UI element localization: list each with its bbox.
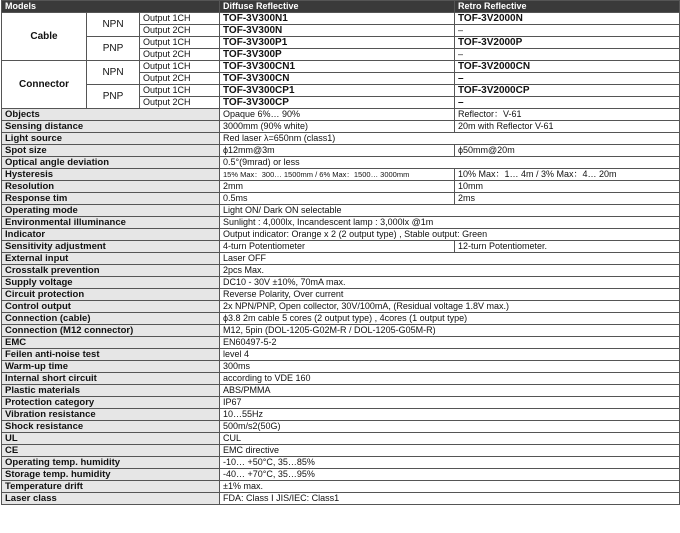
table-row [2, 253, 680, 265]
spec-value: -10… +50°C, 35…85% [220, 457, 680, 469]
spec-value: FDA: Class Ⅰ JIS/IEC: Class1 [220, 493, 680, 505]
model-diffuse: TOF-3V300CN1 [220, 61, 455, 73]
model-retro: TOF-3V2000N [455, 13, 680, 25]
spec-label: Connection (M12 connector) [2, 325, 220, 337]
spec-value: Sunlight : 4,000lx, Incandescent lamp : 3,000lx @1m [220, 217, 680, 229]
spec-value: EMC directive [220, 445, 680, 457]
model-diffuse: TOF-3V300P [220, 49, 455, 61]
type-pnp: PNP [87, 37, 140, 61]
spec-value: M12, 5pin (DOL-1205-G02M-R / DOL-1205-G05M-R) [220, 325, 680, 337]
model-diffuse: TOF-3V300N [220, 25, 455, 37]
spec-retro: 10% Max：1… 4m / 3% Max：4… 20m [455, 169, 680, 181]
table-row [2, 409, 680, 421]
table-row [2, 157, 680, 169]
spec-label: Sensing distance [2, 121, 220, 133]
table-header-row [2, 1, 680, 13]
spec-label: Resolution [2, 181, 220, 193]
table-row [2, 181, 680, 193]
spec-value: Output indicator: Orange x 2 (2 output type) , Stable output: Green [220, 229, 680, 241]
header-retro: Retro Reflective [455, 1, 680, 13]
output-label: Output 2CH [140, 97, 220, 109]
table-row [2, 193, 680, 205]
spec-rows-full [2, 253, 680, 505]
spec-value: EN60497-5-2 [220, 337, 680, 349]
table-row [2, 361, 680, 373]
output-label: Output 1CH [140, 37, 220, 49]
model-diffuse: TOF-3V300CP [220, 97, 455, 109]
spec-diffuse: 2mm [220, 181, 455, 193]
spec-value: ϕ3.8 2m cable 5 cores (2 output type) , 4cores (1 output type) [220, 313, 680, 325]
output-label: Output 1CH [140, 85, 220, 97]
table-row [2, 337, 680, 349]
model-diffuse: TOF-3V300CP1 [220, 85, 455, 97]
spec-label: Warm-up time [2, 361, 220, 373]
spec-value: DC10 - 30V ±10%, 70mA max. [220, 277, 680, 289]
output-label: Output 2CH [140, 49, 220, 61]
spec-value: -40… +70°C, 35…95% [220, 469, 680, 481]
table-row [2, 121, 680, 133]
spec-value: ABS/PMMA [220, 385, 680, 397]
spec-value: Light ON/ Dark ON selectable [220, 205, 680, 217]
spec-label: Crosstalk prevention [2, 265, 220, 277]
spec-value: 10…55Hz [220, 409, 680, 421]
spec-value: 500m/s2(50G) [220, 421, 680, 433]
table-row [2, 289, 680, 301]
spec-diffuse: ϕ12mm@3m [220, 145, 455, 157]
spec-label: Internal short circuit [2, 373, 220, 385]
table-row [2, 325, 680, 337]
type-pnp: PNP [87, 85, 140, 109]
spec-value: 0.5°(9mrad) or less [220, 157, 680, 169]
spec-value: 2x NPN/PNP, Open collector, 30V/100mA, (Residual voltage 1.8V max.) [220, 301, 680, 313]
spec-label: EMC [2, 337, 220, 349]
spec-value: according to VDE 160 [220, 373, 680, 385]
model-retro: – [455, 73, 680, 85]
table-row [2, 265, 680, 277]
output-label: Output 1CH [140, 61, 220, 73]
model-retro: TOF-3V2000P [455, 37, 680, 49]
spec-label: Supply voltage [2, 277, 220, 289]
output-label: Output 2CH [140, 25, 220, 37]
spec-label: Environmental illuminance [2, 217, 220, 229]
table-row [2, 133, 680, 145]
table-row [2, 313, 680, 325]
table-row [2, 445, 680, 457]
spec-diffuse: 15% Max：300… 1500mm / 6% Max：1500… 3000mm [220, 169, 455, 181]
spec-retro: 20m with Reflector V-61 [455, 121, 680, 133]
model-retro: – [455, 97, 680, 109]
table-row [2, 385, 680, 397]
spec-label: Laser class [2, 493, 220, 505]
spec-label: Temperature drift [2, 481, 220, 493]
spec-diffuse: 0.5ms [220, 193, 455, 205]
table-row [2, 61, 680, 73]
table-row [2, 145, 680, 157]
spec-label: External input [2, 253, 220, 265]
spec-label: Optical angle deviation [2, 157, 220, 169]
spec-diffuse: 3000mm (90% white) [220, 121, 455, 133]
spec-label: Storage temp. humidity [2, 469, 220, 481]
spec-retro: ϕ50mm@20m [455, 145, 680, 157]
spec-value: Reverse Polarity, Over current [220, 289, 680, 301]
spec-value: Red laser λ=650nm (class1) [220, 133, 680, 145]
spec-label: Light source [2, 133, 220, 145]
table-row [2, 241, 680, 253]
model-retro: TOF-3V2000CN [455, 61, 680, 73]
spec-retro: 10mm [455, 181, 680, 193]
spec-label: Connection (cable) [2, 313, 220, 325]
table-row [2, 109, 680, 121]
spec-label: CE [2, 445, 220, 457]
model-retro: – [455, 25, 680, 37]
table-row [2, 433, 680, 445]
table-row [2, 169, 680, 181]
spec-label: Vibration resistance [2, 409, 220, 421]
table-row [2, 13, 680, 25]
table-row [2, 373, 680, 385]
group-connector: Connector [2, 61, 87, 109]
model-retro: – [455, 49, 680, 61]
model-diffuse: TOF-3V300N1 [220, 13, 455, 25]
spec-label: Shock resistance [2, 421, 220, 433]
spec-diffuse: Opaque 6%… 90% [220, 109, 455, 121]
table-row [2, 481, 680, 493]
output-label: Output 2CH [140, 73, 220, 85]
spec-retro: 2ms [455, 193, 680, 205]
spec-label: Response tim [2, 193, 220, 205]
spec-value: IP67 [220, 397, 680, 409]
spec-label: Plastic materials [2, 385, 220, 397]
spec-value: level 4 [220, 349, 680, 361]
spec-value: 2pcs Max. [220, 265, 680, 277]
header-diffuse: Diffuse Reflective [220, 1, 455, 13]
table-row [2, 349, 680, 361]
table-row [2, 85, 680, 97]
spec-label: UL [2, 433, 220, 445]
spec-label: Sensitivity adjustment [2, 241, 220, 253]
table-row [2, 421, 680, 433]
model-diffuse: TOF-3V300CN [220, 73, 455, 85]
spec-label: Spot size [2, 145, 220, 157]
type-npn: NPN [87, 13, 140, 37]
table-row [2, 493, 680, 505]
header-models: Models [2, 1, 220, 13]
spec-label: Feilen anti-noise test [2, 349, 220, 361]
output-label: Output 1CH [140, 13, 220, 25]
spec-retro: 12-turn Potentiometer. [455, 241, 680, 253]
table-row [2, 37, 680, 49]
table-row [2, 469, 680, 481]
table-row [2, 301, 680, 313]
model-retro: TOF-3V2000CP [455, 85, 680, 97]
table-row [2, 277, 680, 289]
spec-label: Circuit protection [2, 289, 220, 301]
model-diffuse: TOF-3V300P1 [220, 37, 455, 49]
table-row [2, 205, 680, 217]
spec-label: Objects [2, 109, 220, 121]
spec-label: Operating mode [2, 205, 220, 217]
spec-label: Operating temp. humidity [2, 457, 220, 469]
spec-value: CUL [220, 433, 680, 445]
spec-label: Protection category [2, 397, 220, 409]
spec-label: Control output [2, 301, 220, 313]
spec-value: Laser OFF [220, 253, 680, 265]
spec-value: ±1% max. [220, 481, 680, 493]
table-row [2, 457, 680, 469]
spec-retro: Reflector：V-61 [455, 109, 680, 121]
table-row [2, 229, 680, 241]
table-row [2, 397, 680, 409]
spec-table [1, 0, 680, 505]
spec-label: Indicator [2, 229, 220, 241]
group-cable: Cable [2, 13, 87, 61]
spec-diffuse: 4-turn Potentiometer [220, 241, 455, 253]
spec-label: Hysteresis [2, 169, 220, 181]
spec-value: 300ms [220, 361, 680, 373]
type-npn: NPN [87, 61, 140, 85]
table-row [2, 217, 680, 229]
